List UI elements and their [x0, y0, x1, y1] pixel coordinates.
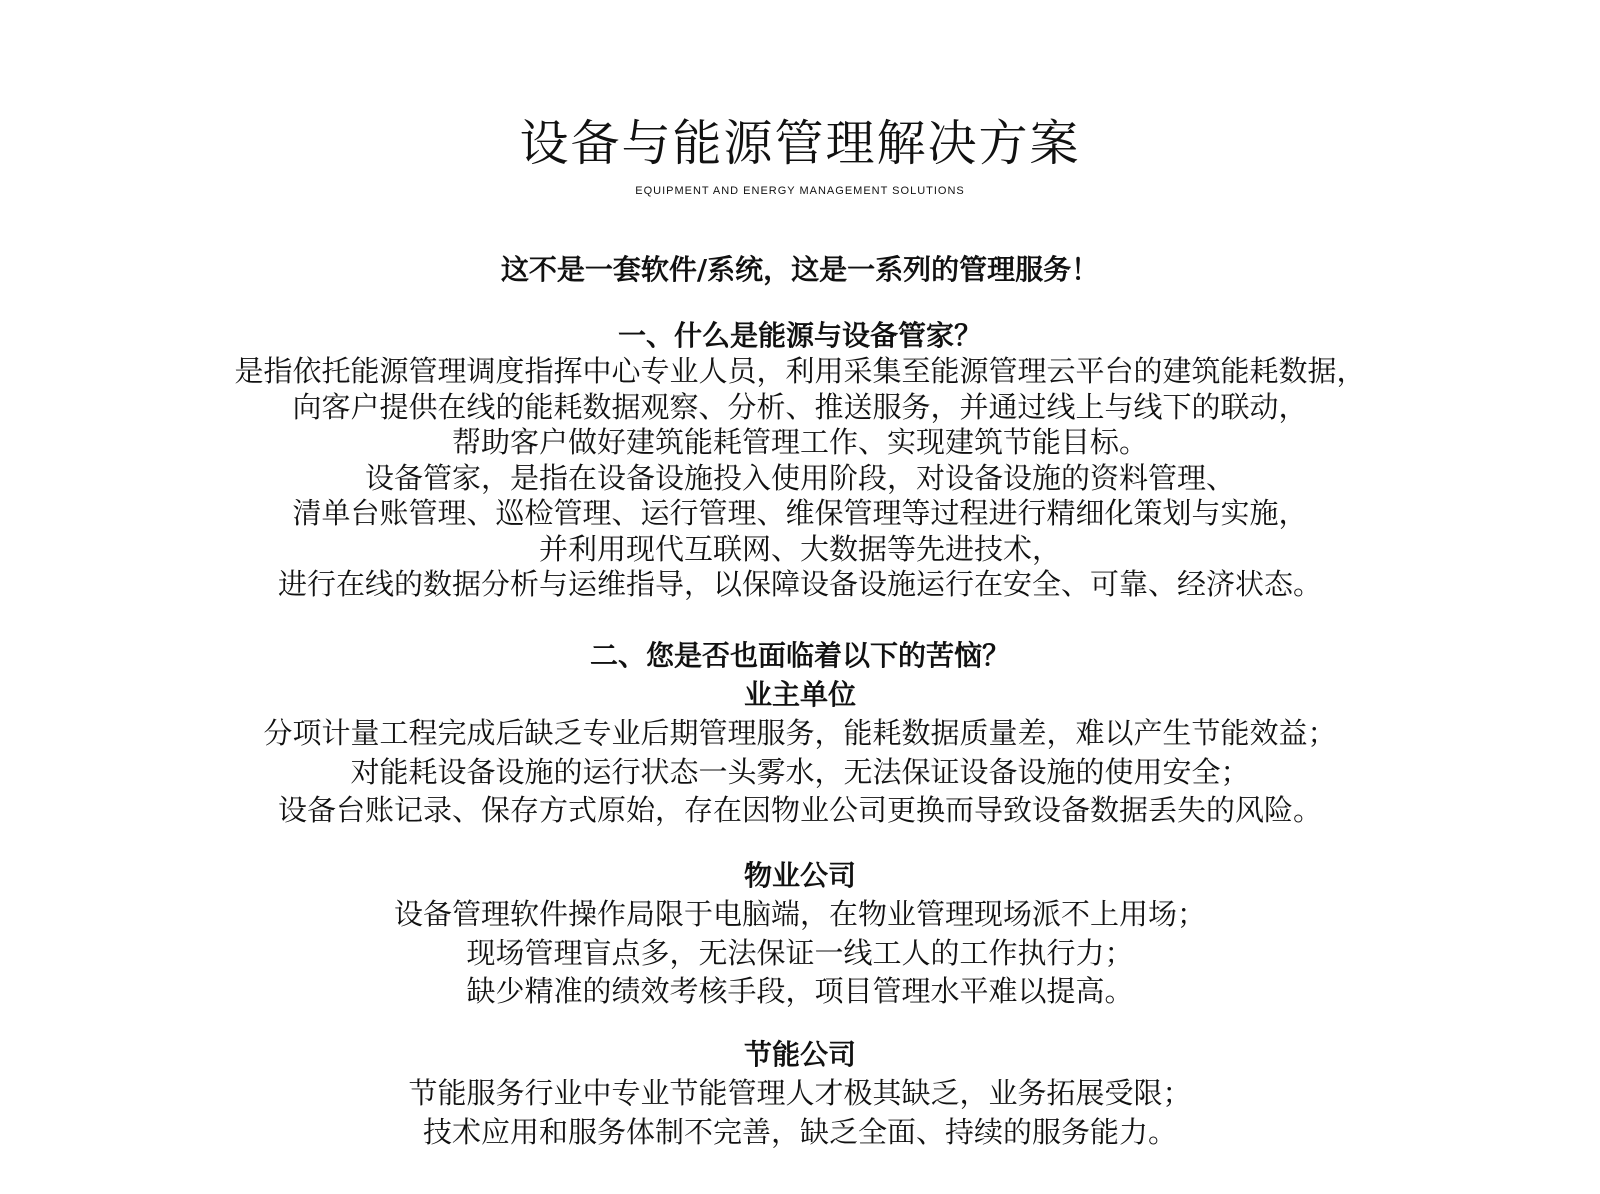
group-title: 物业公司: [743, 859, 856, 892]
group-line: 节能服务行业中专业节能管理人才极其缺乏，业务拓展受限；: [408, 1076, 1192, 1110]
paragraph-line: 并利用现代互联网、大数据等先进技术，: [538, 531, 1061, 566]
group-title: 节能公司: [743, 1038, 856, 1071]
tagline: 这不是一套软件/系统，这是一系列的管理服务！: [500, 253, 1100, 286]
group-line: 对能耗设备设施的运行状态一头雾水，无法保证设备设施的使用安全；: [350, 754, 1250, 789]
paragraph-line: 向客户提供在线的能耗数据观察、分析、推送服务，并通过线上与线下的联动，: [292, 389, 1308, 424]
group-energy-company: [0, 1036, 1600, 1151]
group-property-company: [0, 857, 1600, 1011]
paragraph-line: 帮助客户做好建筑能耗管理工作、实现建筑节能目标。: [451, 425, 1148, 459]
paragraph-line: 设备管家，是指在设备设施投入使用阶段，对设备设施的资料管理、: [364, 460, 1235, 495]
group-line: 缺少精准的绩效考核手段，项目管理水平难以提高。: [466, 974, 1134, 1008]
group-line: 现场管理盲点多，无法保证一线工人的工作执行力；: [466, 935, 1134, 970]
group-line: 设备台账记录、保存方式原始，存在因物业公司更换而导致设备数据丢失的风险。: [277, 793, 1322, 827]
paragraph-line: 是指依托能源管理调度指挥中心专业人员，利用采集至能源管理云平台的建筑能耗数据，: [234, 354, 1366, 388]
group-owner: [0, 676, 1600, 830]
section-pain-points: [0, 638, 1600, 674]
group-line: 设备管理软件操作局限于电脑端，在物业管理现场派不上用场；: [393, 897, 1206, 931]
page-subtitle: EQUIPMENT AND ENERGY MANAGEMENT SOLUTIONS: [635, 185, 965, 197]
section-heading: 一、什么是能源与设备管家？: [617, 319, 982, 352]
paragraph-line: 清单台账管理、巡检管理、运行管理、维保管理等过程进行精细化策划与实施，: [292, 496, 1308, 530]
group-title: 业主单位: [743, 678, 856, 711]
group-line: 技术应用和服务体制不完善，缺乏全面、持续的服务能力。: [422, 1114, 1177, 1149]
section-what-is: [0, 318, 1600, 603]
page-title: 设备与能源管理解决方案: [519, 115, 1081, 172]
section-heading: 二、您是否也面临着以下的苦恼？: [589, 639, 1010, 672]
group-line: 分项计量工程完成后缺乏专业后期管理服务，能耗数据质量差，难以产生节能效益；: [263, 716, 1337, 750]
paragraph-line: 进行在线的数据分析与运维指导，以保障设备设施运行在安全、可靠、经济状态。: [277, 567, 1322, 601]
